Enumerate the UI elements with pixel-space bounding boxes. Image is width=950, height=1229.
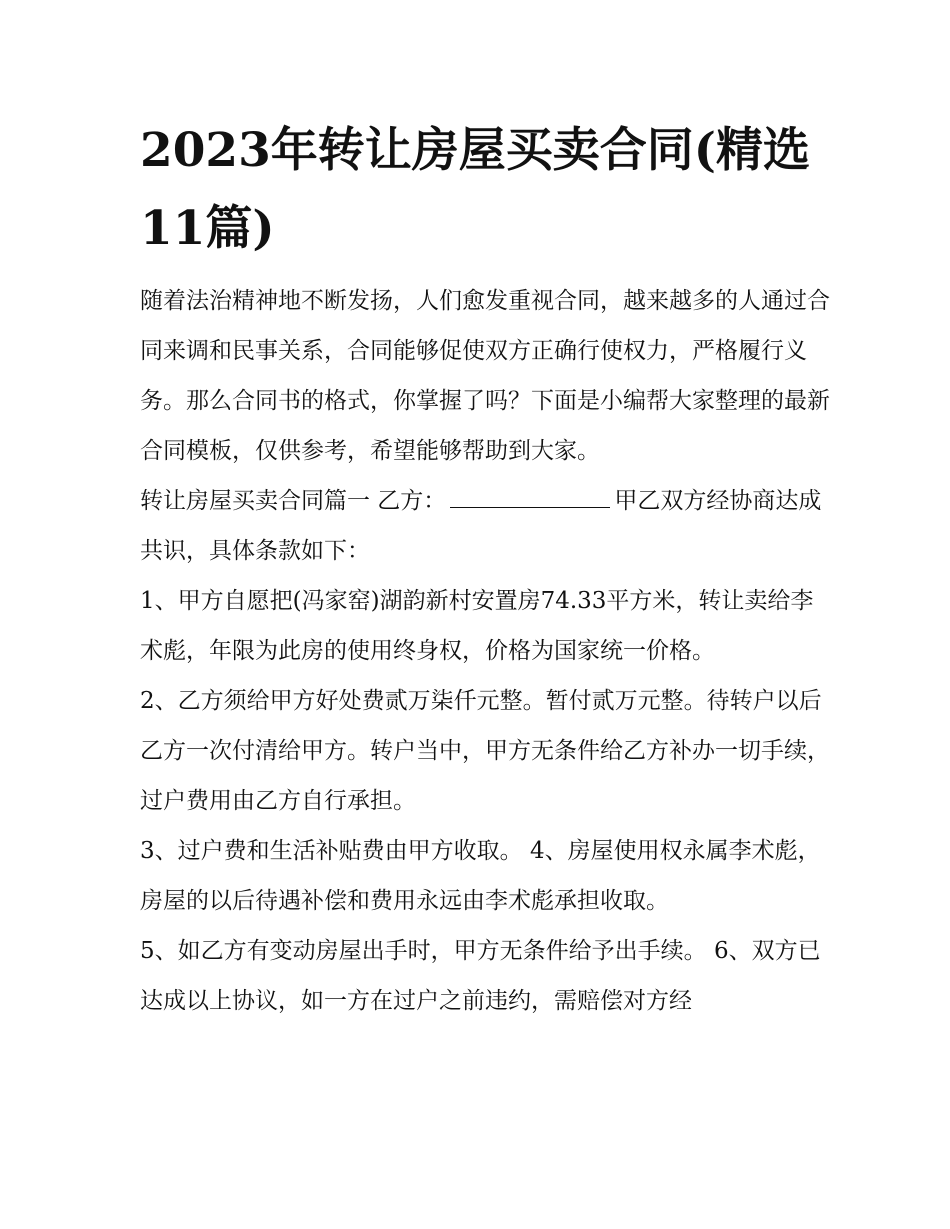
document-title: 2023年转让房屋买卖合同(精选11篇) xyxy=(140,123,811,256)
clause-2: 2、乙方须给甲方好处费贰万柒仟元整。暂付贰万元整。待转户以后乙方一次付清给甲方。转户当中，甲方无条件给乙方补办一切手续，过户费用由乙方自行承担。 xyxy=(140,688,830,814)
clause-5-6: 5、如乙方有变动房屋出手时，甲方无条件给予出手续。 6、双方已达成以上协议，如一方在过户之前违约，需赔偿对方经 xyxy=(140,938,821,1014)
clause-1: 1、甲方自愿把(冯家窑)湖韵新村安置房74.33平方米，转让卖给李术彪，年限为此房的使用终身权，价格为国家统一价格。 xyxy=(140,588,814,664)
party-b-blank xyxy=(450,489,610,508)
section1-suffix: 甲乙双方经协商达成共识，具体条款如下： xyxy=(140,488,822,564)
clause-3-4: 3、过户费和生活补贴费由甲方收取。 4、房屋使用权永属李术彪，房屋的以后待遇补偿和费用永远由李术彪承担收取。 xyxy=(140,838,821,914)
section1-paragraph xyxy=(140,476,830,576)
intro-paragraph: 随着法治精神地不断发扬，人们愈发重视合同，越来越多的人通过合同来调和民事关系，合同能够促使双方正确行使权力，严格履行义务。那么合同书的格式，你掌握了吗？下面是小编帮大家整理的最新合同模板，仅供参考，希望能够帮助到大家。 xyxy=(140,288,830,464)
document-body xyxy=(140,276,830,1026)
section1-prefix: 转让房屋买卖合同篇一 乙方： xyxy=(140,488,447,514)
